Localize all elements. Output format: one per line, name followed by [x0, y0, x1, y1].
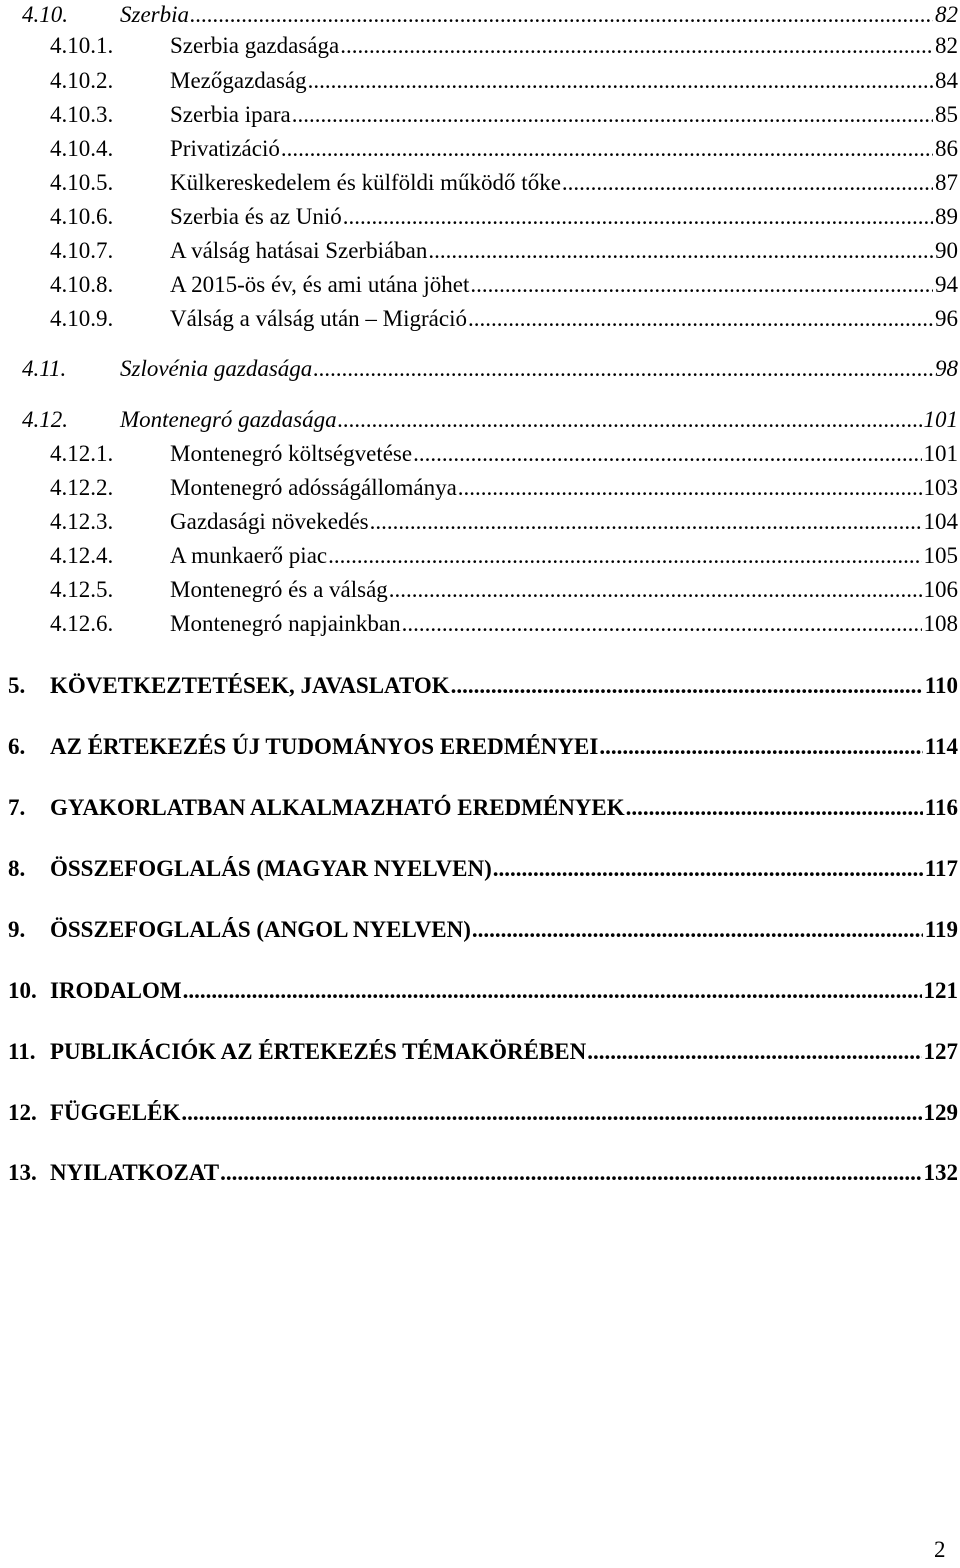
dot-leader	[389, 575, 922, 605]
toc-entry[interactable]	[22, 354, 958, 384]
dot-leader	[413, 439, 921, 469]
toc-entry-number: 13.	[8, 1160, 37, 1185]
dot-leader	[402, 609, 922, 639]
toc-entry-title: Szerbia és az Unió	[170, 204, 342, 229]
toc-entry-number: 4.10.1.	[50, 33, 114, 58]
toc-entry-number: 4.12.2.	[50, 475, 114, 500]
page-number: 2	[934, 1537, 946, 1562]
toc-entry[interactable]	[22, 405, 958, 435]
toc-entry[interactable]	[8, 670, 958, 702]
toc-entry-page: 98	[935, 356, 958, 381]
toc-entry-title: NYILATKOZAT	[50, 1160, 220, 1185]
toc-entry-number: 12.	[8, 1100, 37, 1125]
toc-entry-title: Szerbia ipara	[170, 102, 291, 127]
dot-leader	[220, 1157, 921, 1189]
dot-leader	[313, 354, 933, 384]
toc-entry-page: 110	[924, 673, 958, 698]
dot-leader	[493, 853, 923, 885]
toc-entry-number: 4.10.2.	[50, 68, 114, 93]
toc-entry-page: 82	[935, 33, 958, 58]
toc-entry-page: 94	[935, 272, 958, 297]
toc-entry-page: 108	[923, 611, 958, 636]
toc-entry-page: 106	[923, 577, 958, 602]
dot-leader	[428, 236, 933, 266]
toc-entry-number: 4.10.7.	[50, 238, 114, 263]
toc-entry-page: 116	[924, 795, 958, 820]
toc-entry-title: A válság hatásai Szerbiában	[170, 238, 428, 263]
toc-entry-number: 4.12.6.	[50, 611, 114, 636]
toc-entry[interactable]	[8, 792, 958, 824]
toc-entry-number: 4.10.5.	[50, 170, 114, 195]
dot-leader	[468, 304, 933, 334]
toc-entry-number: 4.10.8.	[50, 272, 114, 297]
toc-entry-title: Válság a válság után – Migráció	[170, 306, 467, 331]
toc-entry-title: Montenegró költségvetése	[170, 441, 413, 466]
toc-entry[interactable]	[8, 914, 958, 946]
toc-entry[interactable]	[8, 1157, 958, 1189]
dot-leader	[562, 168, 933, 198]
toc-entry[interactable]	[50, 31, 958, 61]
toc-entry-page: 103	[923, 475, 958, 500]
toc-entry-page: 96	[935, 306, 958, 331]
toc-entry-number: 4.12.5.	[50, 577, 114, 602]
toc-entry-number: 4.12.	[22, 407, 68, 432]
toc-entry-number: 9.	[8, 917, 26, 942]
toc-entry[interactable]	[50, 541, 958, 571]
toc-entry-title: IRODALOM	[50, 978, 182, 1003]
dot-leader	[626, 792, 923, 824]
toc-entry-title: ÖSSZEFOGLALÁS (ANGOL NYELVEN)	[50, 917, 471, 942]
toc-entry-page: 89	[935, 204, 958, 229]
dot-leader	[458, 473, 922, 503]
toc-entry[interactable]	[50, 202, 958, 232]
toc-entry-page: 121	[923, 978, 958, 1003]
toc-entry-title: Szerbia	[120, 2, 189, 27]
dot-leader	[599, 731, 922, 763]
toc-entry-number: 8.	[8, 856, 26, 881]
toc-entry-number: 4.12.3.	[50, 509, 114, 534]
toc-entry-title: PUBLIKÁCIÓK AZ ÉRTEKEZÉS TÉMAKÖRÉBEN	[50, 1039, 587, 1064]
toc-entry-title: Szerbia gazdasága	[170, 33, 340, 58]
dot-leader	[587, 1036, 921, 1068]
dot-leader	[292, 100, 933, 130]
toc-entry-page: 101	[923, 407, 958, 432]
toc-entry-page: 119	[924, 917, 958, 942]
toc-entry-number: 4.10.6.	[50, 204, 114, 229]
dot-leader	[340, 31, 933, 61]
dot-leader	[370, 507, 922, 537]
toc-entry-page: 105	[923, 543, 958, 568]
toc-entry-number: 4.10.	[22, 2, 68, 27]
toc-entry[interactable]	[8, 1097, 958, 1129]
toc-entry-title: GYAKORLATBAN ALKALMAZHATÓ EREDMÉNYEK	[50, 795, 625, 820]
toc-entry-title: ÖSSZEFOGLALÁS (MAGYAR NYELVEN)	[50, 856, 492, 881]
toc-entry-page: 114	[924, 734, 958, 759]
toc-entry-title: Montenegró és a válság	[170, 577, 388, 602]
dot-leader	[181, 1097, 921, 1129]
toc-entry-title: A munkaerő piac	[170, 543, 328, 568]
toc-entry-title: Szlovénia gazdasága	[120, 356, 313, 381]
dot-leader	[338, 405, 922, 435]
dot-leader	[190, 0, 933, 30]
toc-entry-number: 4.12.4.	[50, 543, 114, 568]
dot-leader	[343, 202, 933, 232]
toc-entry-page: 101	[923, 441, 958, 466]
toc-entry-number: 4.10.3.	[50, 102, 114, 127]
toc-entry-page: 117	[924, 856, 958, 881]
toc-entry-title: Montenegró napjainkban	[170, 611, 401, 636]
toc-entry-page: 87	[935, 170, 958, 195]
toc-entry[interactable]	[50, 304, 958, 334]
toc-entry-number: 4.10.4.	[50, 136, 114, 161]
toc-entry-title: A 2015-ös év, és ami utána jöhet	[170, 272, 470, 297]
toc-entry-number: 7.	[8, 795, 26, 820]
toc-entry[interactable]	[8, 853, 958, 885]
dot-leader	[328, 541, 921, 571]
toc-entry-page: 127	[923, 1039, 958, 1064]
toc-entry[interactable]	[50, 270, 958, 300]
dot-leader	[470, 270, 933, 300]
toc-entry[interactable]	[50, 507, 958, 537]
toc-entry-page: 85	[935, 102, 958, 127]
dot-leader	[183, 975, 922, 1007]
toc-entry[interactable]	[50, 134, 958, 164]
toc-entry-page: 86	[935, 136, 958, 161]
toc-entry[interactable]	[22, 0, 958, 30]
toc-entry-title: AZ ÉRTEKEZÉS ÚJ TUDOMÁNYOS EREDMÉNYEI	[50, 734, 599, 759]
toc-entry[interactable]	[50, 609, 958, 639]
dot-leader	[308, 66, 933, 96]
dot-leader	[451, 670, 923, 702]
toc-entry-number: 10.	[8, 978, 37, 1003]
toc-entry-page: 132	[923, 1160, 958, 1185]
toc-entry-number: 11.	[8, 1039, 36, 1064]
toc-entry-page: 82	[935, 2, 958, 27]
toc-entry[interactable]	[50, 66, 958, 96]
toc-entry-title: Külkereskedelem és külföldi működő tőke	[170, 170, 561, 195]
toc-entry-number: 4.10.9.	[50, 306, 114, 331]
toc-entry-title: FÜGGELÉK	[50, 1100, 181, 1125]
toc-entry[interactable]	[50, 575, 958, 605]
toc-entry-number: 5.	[8, 673, 26, 698]
toc-entry[interactable]	[8, 1036, 958, 1068]
toc-entry-title: Gazdasági növekedés	[170, 509, 369, 534]
toc-entry-page: 104	[923, 509, 958, 534]
toc-entry[interactable]	[50, 236, 958, 266]
toc-entry-title: Montenegró gazdasága	[120, 407, 337, 432]
toc-entry[interactable]	[8, 731, 958, 763]
toc-entry-title: KÖVETKEZTETÉSEK, JAVASLATOK	[50, 673, 450, 698]
toc-entry[interactable]	[50, 473, 958, 503]
toc-entry[interactable]	[50, 439, 958, 469]
toc-entry-number: 4.12.1.	[50, 441, 114, 466]
toc-entry-number: 6.	[8, 734, 26, 759]
toc-entry[interactable]	[50, 168, 958, 198]
toc-entry[interactable]	[8, 975, 958, 1007]
toc-entry-title: Privatizáció	[170, 136, 280, 161]
dot-leader	[472, 914, 923, 946]
dot-leader	[281, 134, 933, 164]
toc-entry-page: 90	[935, 238, 958, 263]
toc-entry[interactable]	[50, 100, 958, 130]
toc-entry-number: 4.11.	[22, 356, 67, 381]
toc-entry-page: 129	[923, 1100, 958, 1125]
toc-entry-title: Montenegró adósságállománya	[170, 475, 457, 500]
toc-entry-title: Mezőgazdaság	[170, 68, 307, 93]
toc-entry-page: 84	[935, 68, 958, 93]
